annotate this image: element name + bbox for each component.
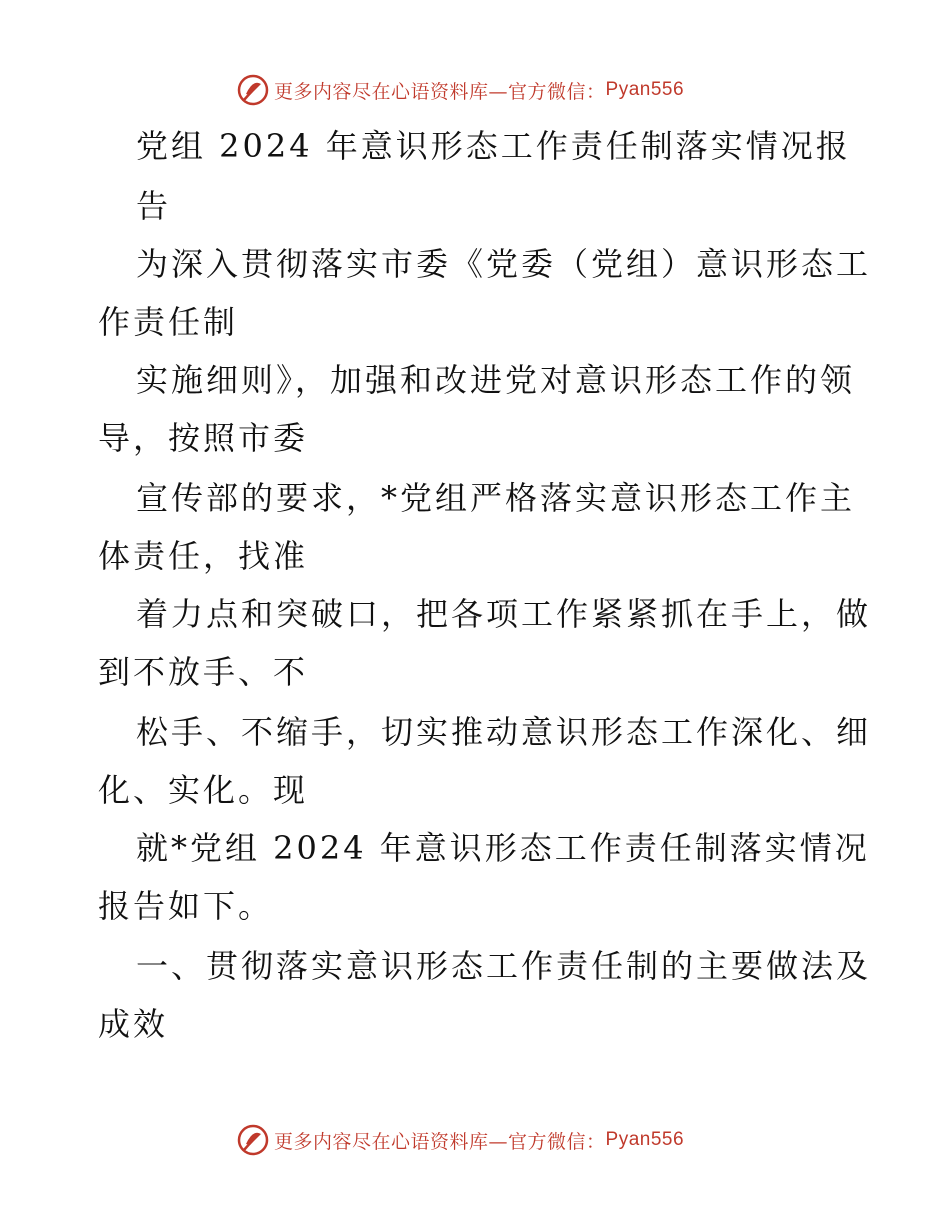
paragraph-line: 着力点和突破口，把各项工作紧紧抓在手上，做	[136, 595, 872, 633]
watermark-wechat-id: Pyan556	[605, 79, 685, 100]
brand-logo-icon	[236, 73, 270, 107]
doc-title-line: 告	[136, 187, 172, 225]
footer-watermark	[236, 1122, 684, 1158]
paragraph-line: 导，按照市委	[98, 419, 309, 457]
paragraph-line: 就*党组 2024 年意识形态工作责任制落实情况	[136, 829, 870, 867]
paragraph-line: 到不放手、不	[98, 653, 309, 691]
paragraph-line: 为深入贯彻落实市委《党委（党组）意识形态工	[136, 245, 872, 283]
watermark-wechat-id: Pyan556	[605, 1129, 685, 1150]
paragraph-line: 化、实化。现	[98, 771, 309, 809]
section-heading-line: 成效	[98, 1005, 169, 1043]
paragraph-line: 宣传部的要求，*党组严格落实意识形态工作主	[136, 479, 856, 517]
paragraph-line: 体责任，找准	[98, 537, 309, 575]
section-heading-line: 一、贯彻落实意识形态工作责任制的主要做法及	[136, 947, 872, 985]
paragraph-line: 松手、不缩手，切实推动意识形态工作深化、细	[136, 713, 872, 751]
watermark-text: 更多内容尽在心语资料库—官方微信：	[274, 1130, 606, 1153]
paragraph-line: 报告如下。	[98, 887, 274, 925]
doc-title-line: 党组 2024 年意识形态工作责任制落实情况报	[136, 127, 851, 165]
watermark-text: 更多内容尽在心语资料库—官方微信：	[274, 80, 606, 103]
header-watermark	[236, 72, 684, 108]
paragraph-line: 实施细则》，加强和改进党对意识形态工作的领	[136, 361, 856, 399]
brand-logo-icon	[236, 1123, 270, 1157]
paragraph-line: 作责任制	[98, 303, 239, 341]
